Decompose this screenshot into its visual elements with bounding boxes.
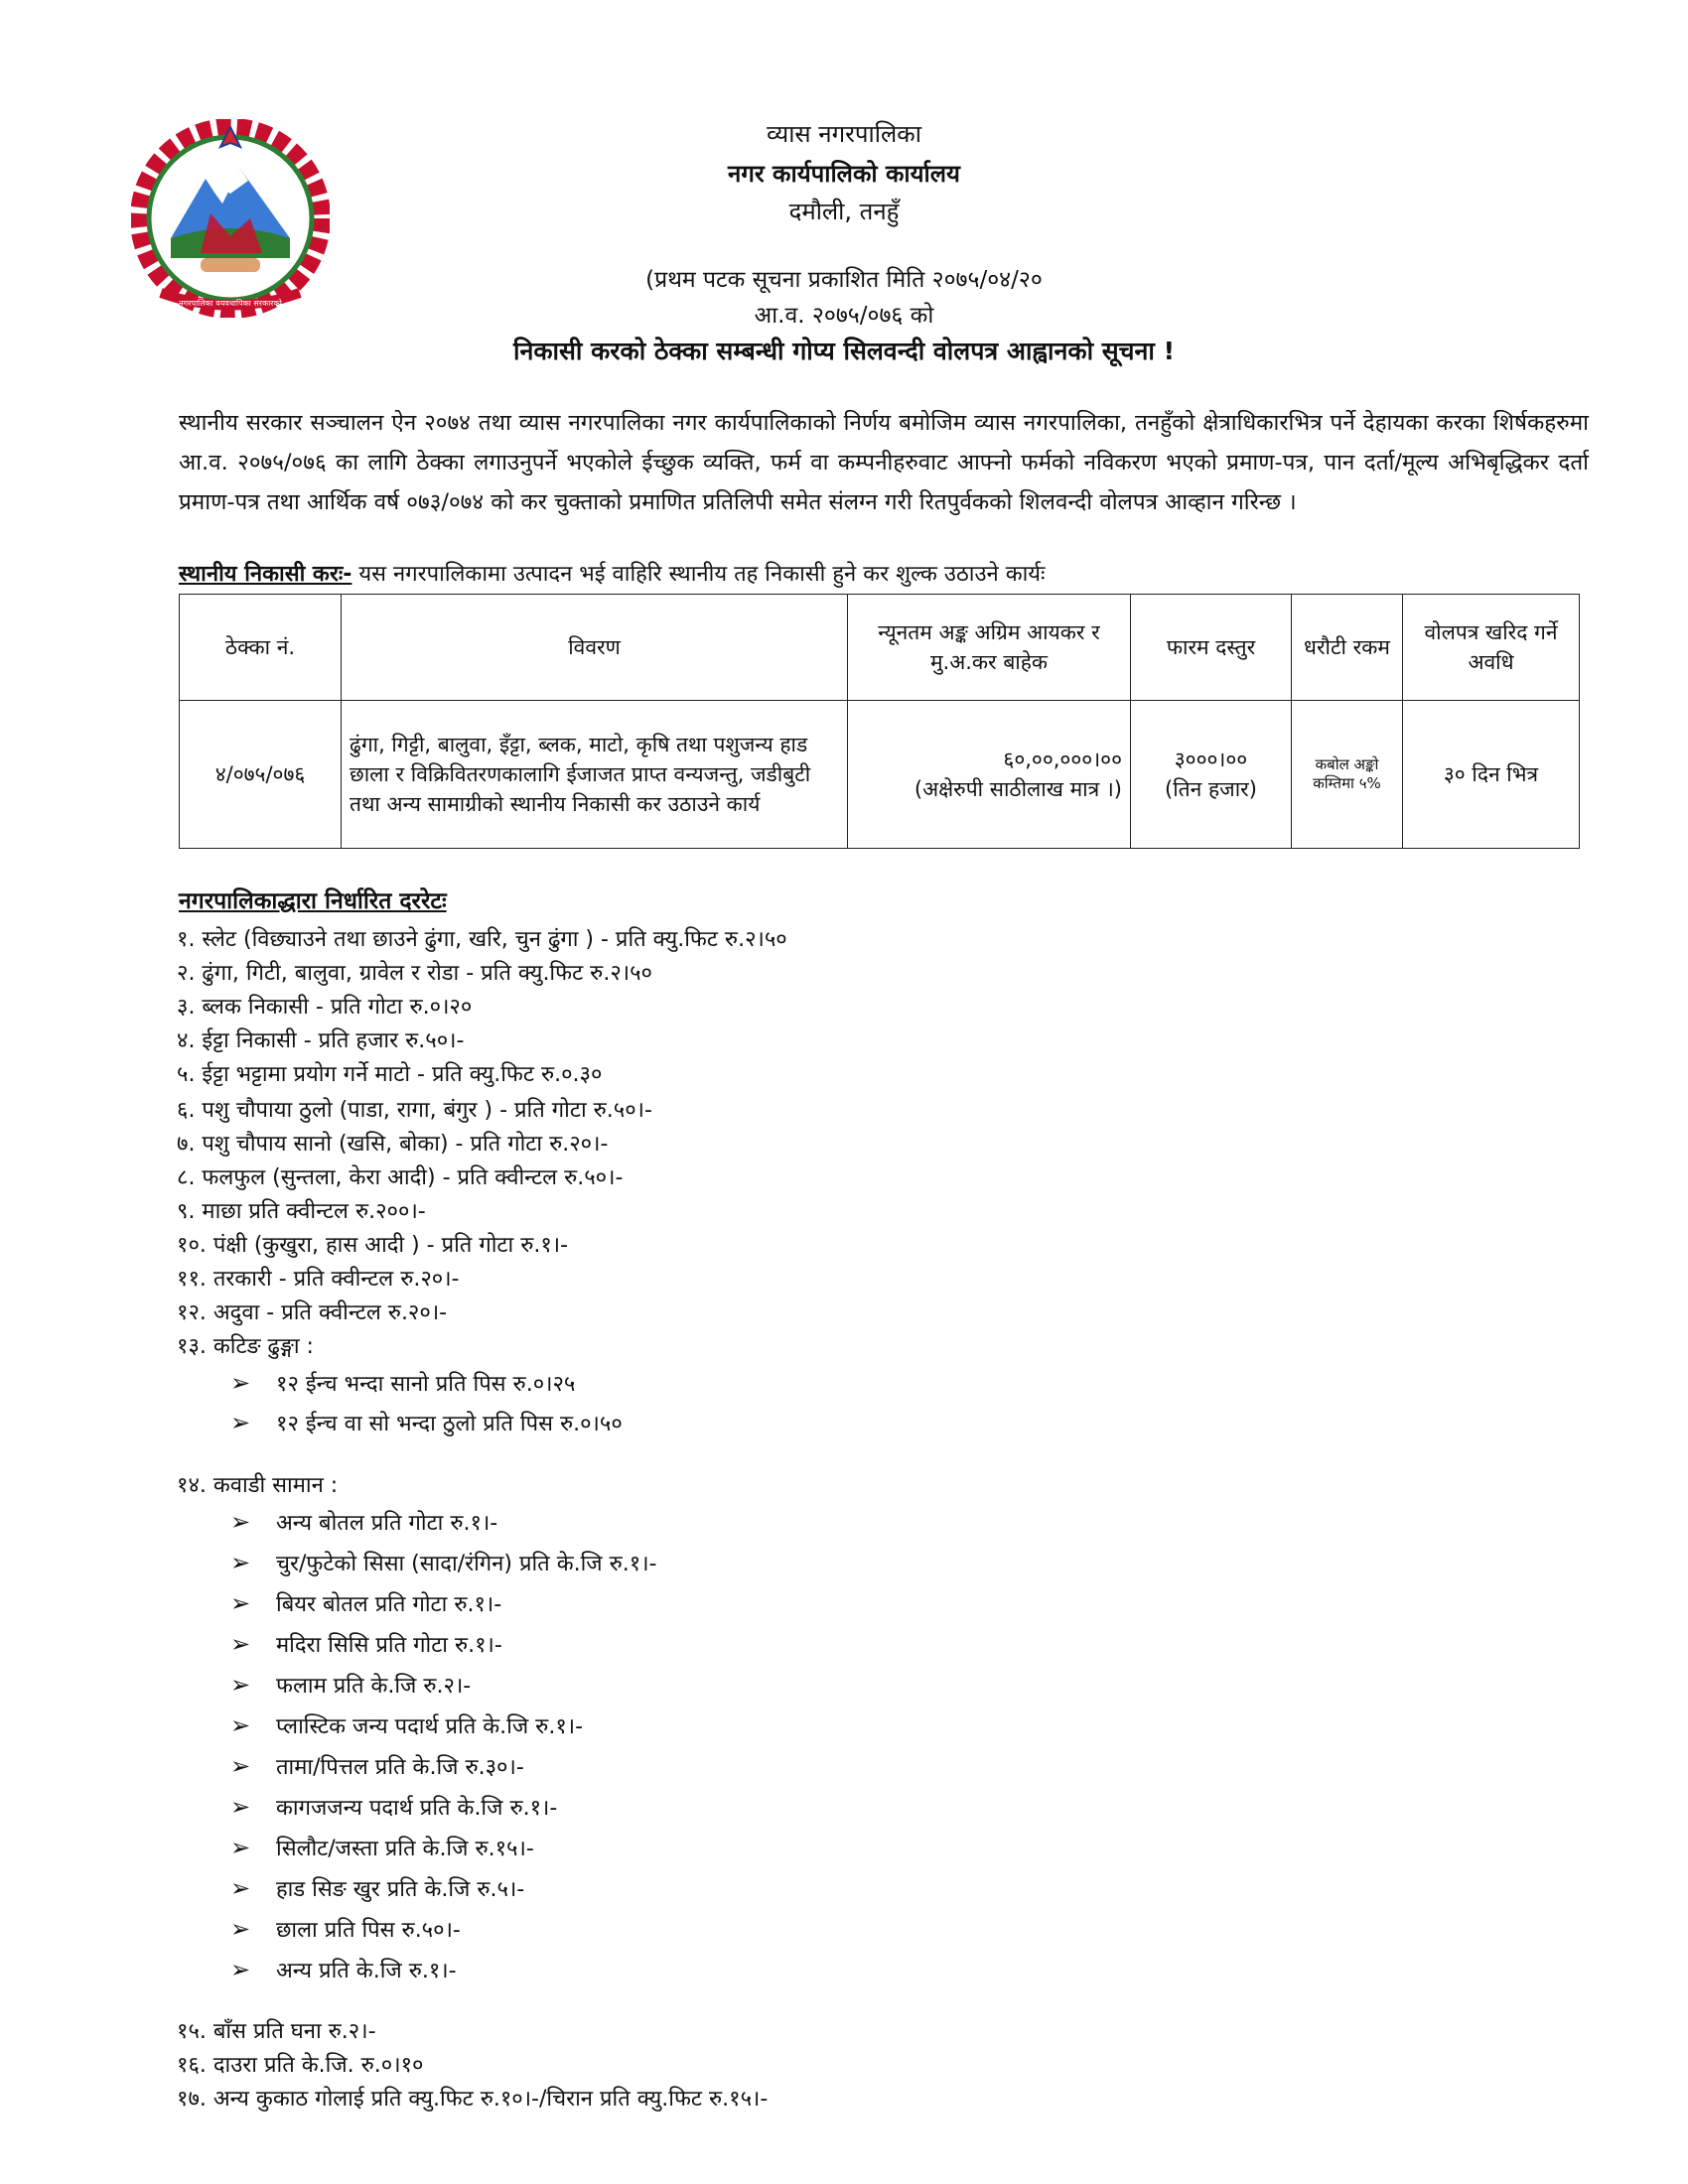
scrap-item: [230, 1710, 583, 1740]
rate-item: ९. माछा प्रति क्वीन्टल रु.२००।-: [177, 1199, 426, 1224]
notice-title: निकासी करको ठेक्का सम्बन्धी गोप्य सिलवन्दी वोलपत्र आह्वानको सूचना !: [512, 337, 1175, 365]
amount-words: (अक्षेरुपी साठीलाख मात्र ।): [914, 777, 1122, 801]
rate-item: २. ढुंगा, गिटी, बालुवा, ग्रावेल र रोडा - प्रति क्यु.फिट रु.२।५०: [177, 961, 652, 986]
local-tax-line: [179, 558, 1046, 588]
arrow-bullet-icon: ➢: [230, 1956, 251, 1983]
ward-office: नगर कार्यपालिको कार्यालय: [728, 160, 960, 188]
amount-figure: ६०,००,०००।००: [1003, 748, 1122, 771]
rate-item: ८. फलफुल (सुन्तला, केरा आदी) - प्रति क्वीन्टल रु.५०।-: [177, 1165, 624, 1190]
scrap-item: [230, 1507, 497, 1537]
col-form-fee: फारम दस्तुर: [1131, 595, 1292, 701]
form-fee-words: (तिन हजार): [1165, 777, 1257, 801]
arrow-bullet-icon: ➢: [230, 1711, 251, 1739]
arrow-bullet-icon: ➢: [230, 1874, 251, 1902]
scrap-text: फलाम प्रति के.जि रु.२।-: [276, 1674, 472, 1699]
form-fee-figure: ३०००।००: [1174, 748, 1248, 771]
cell-deposit: कबोल अङ्को कम्तिमा ५%: [1292, 701, 1403, 849]
scrap-item: [230, 1588, 501, 1618]
scrap-text: तामा/पित्तल प्रति के.जि रु.३०।-: [276, 1755, 524, 1780]
cutting-stone-text: १२ ईन्च भन्दा सानो प्रति पिस रु.०।२५: [276, 1372, 576, 1397]
arrow-bullet-icon: ➢: [230, 1752, 251, 1780]
scrap-title: १४. कवाडी सामान :: [177, 1473, 339, 1498]
cutting-stone-text: १२ ईन्च वा सो भन्दा ठुलो प्रति पिस रु.०।५०: [276, 1412, 623, 1436]
cell-bid-period: ३० दिन भित्र: [1403, 701, 1580, 849]
arrow-bullet-icon: ➢: [230, 1630, 251, 1658]
cell-contract-no: ४/०७५/०७६: [180, 701, 342, 849]
cell-form-fee: [1131, 701, 1292, 849]
rate-item: १७. अन्य कुकाठ गोलाई प्रति क्यु.फिट रु.१०।-/चिरान प्रति क्यु.फिट रु.१५।-: [177, 2087, 769, 2112]
rate-item: १२. अदुवा - प्रति क्वीन्टल रु.२०।-: [177, 1300, 448, 1325]
scrap-item: [230, 1629, 502, 1659]
local-tax-label: स्थानीय निकासी करः-: [179, 562, 352, 587]
rate-item: ६. पशु चौपाया ठुलो (पाडा, रागा, बंगुर ) - प्रति गोटा रु.५०।-: [177, 1098, 652, 1123]
publication-date: (प्रथम पटक सूचना प्रकाशित मिति २०७५/०४/२०: [645, 267, 1043, 293]
intro-paragraph: स्थानीय सरकार सञ्चालन ऐन २०७४ तथा व्यास नगरपालिका नगर कार्यपालिकाको निर्णय बमोजिम व्यास नगरपालिका, तनहुँको क्षेत्राधिकारभित्र पर्ने देहायका करका शिर्षकहरुमा आ.व. २०७५/०७६ का लागि ठेक्का लगाउनुपर्ने भएकोले ईच्छुक व्यक्ति, फर्म वा कम्पनीहरुवाट आफ्नो फर्मको नविकरण भएको प्रमाण-पत्र, पान दर्ता/मूल्य अभिबृद्धिकर दर्ता प्रमाण-पत्र तथा आर्थिक वर्ष ०७३/०७४ को कर चुक्ताको प्रमाणित प्रतिलिपी समेत संलग्न गरी रितपुर्वकको शिलवन्दी वोलपत्र आव्हान गरिन्छ ।: [179, 410, 1589, 515]
arrow-bullet-icon: ➢: [230, 1409, 251, 1436]
rate-item: १. स्लेट (विछ्याउने तथा छाउने ढुंगा, खरि, चुन ढुंगा ) - प्रति क्यु.फिट रु.२।५०: [177, 927, 787, 952]
scrap-item: [230, 1548, 656, 1577]
scrap-text: छाला प्रति पिस रु.५०।-: [276, 1918, 461, 1943]
tender-table: [179, 594, 1580, 849]
local-tax-text: यस नगरपालिकामा उत्पादन भई वाहिरि स्थानीय तह निकासी हुने कर शुल्क उठाउने कार्यः: [352, 562, 1046, 587]
rate-item: ७. पशु चौपाय सानो (खसि, बोका) - प्रति गोटा रु.२०।-: [177, 1132, 609, 1157]
scrap-item: [230, 1670, 471, 1700]
scrap-text: चुर/फुटेको सिसा (सादा/रंगिन) प्रति के.जि रु.१।-: [276, 1552, 657, 1576]
arrow-bullet-icon: ➢: [230, 1369, 251, 1397]
office-name: व्यास नगरपालिका: [767, 120, 921, 148]
cutting-stone-item: [230, 1408, 623, 1437]
col-contract-no: ठेक्का नं.: [180, 595, 342, 701]
scrap-text: सिलौट/जस्ता प्रति के.जि रु.१५।-: [276, 1837, 534, 1861]
rate-item: ५. ईट्टा भट्टामा प्रयोग गर्ने माटो - प्रति क्यु.फिट रु.०.३०: [177, 1062, 603, 1087]
scrap-text: प्लास्टिक जन्य पदार्थ प्रति के.जि रु.१।-: [276, 1714, 584, 1739]
rate-item: १३. कटिङ ढुङ्गा :: [177, 1334, 314, 1359]
scrap-text: कागजजन्य पदार्थ प्रति के.जि रु.१।-: [276, 1796, 558, 1821]
arrow-bullet-icon: ➢: [230, 1589, 251, 1617]
scrap-text: अन्य प्रति के.जि रु.१।-: [276, 1959, 457, 1983]
col-deposit: धरौटी रकम: [1292, 595, 1403, 701]
rate-item: १६. दाउरा प्रति के.जि. रु.०।१०: [177, 2053, 424, 2078]
arrow-bullet-icon: ➢: [230, 1671, 251, 1699]
arrow-bullet-icon: ➢: [230, 1793, 251, 1821]
address: दमौली, तनहुँ: [788, 198, 900, 225]
cell-amount: [848, 701, 1131, 849]
scrap-item: [230, 1833, 534, 1862]
scrap-item: [230, 1792, 557, 1822]
scrap-item: [230, 1751, 524, 1781]
col-bid-period: वोलपत्र खरिद गर्ने अवधि: [1403, 595, 1580, 701]
rate-item: ११. तरकारी - प्रति क्वीन्टल रु.२०।-: [177, 1267, 460, 1292]
arrow-bullet-icon: ➢: [230, 1549, 251, 1576]
scrap-text: हाड सिङ खुर प्रति के.जि रु.५।-: [276, 1877, 525, 1902]
emblem-motto: नगरपालिका वयवथापिका सरकारको: [179, 299, 282, 308]
cutting-stone-item: [230, 1368, 575, 1398]
arrow-bullet-icon: ➢: [230, 1915, 251, 1943]
table-header-row: [180, 595, 1580, 701]
scrap-text: बियर बोतल प्रति गोटा रु.१।-: [276, 1592, 502, 1617]
cell-description: ढुंगा, गिट्टी, बालुवा, इँट्टा, ब्लक, माटो, कृषि तथा पशुजन्य हाड छाला र विक्रिवितरणकालागि ईजाजत प्राप्त वन्यजन्तु, जडीबुटी तथा अन्य सामाग्रीको स्थानीय निकासी कर उठाउने कार्य: [342, 701, 848, 849]
scrap-item: [230, 1873, 524, 1903]
scrap-text: मदिरा सिसि प्रति गोटा रु.१।-: [276, 1633, 502, 1658]
fiscal-year: आ.व. २०७५/०७६ को: [754, 303, 934, 329]
rate-item: १०. पंक्षी (कुखुरा, हास आदी ) - प्रति गोटा रु.१।-: [177, 1233, 569, 1258]
rates-title: नगरपालिकाद्धारा निर्धारित दररेटः: [179, 888, 447, 914]
col-description: विवरण: [342, 595, 848, 701]
scrap-item: [230, 1955, 457, 1984]
arrow-bullet-icon: ➢: [230, 1508, 251, 1536]
rate-item: १५. बाँस प्रति घना रु.२।-: [177, 2019, 376, 2044]
col-min-amount: न्यूनतम अङ्क अग्रिम आयकर र मु.अ.कर बाहेक: [848, 595, 1131, 701]
table-row: [180, 701, 1580, 849]
scrap-item: [230, 1914, 461, 1944]
rate-item: ४. ईट्टा निकासी - प्रति हजार रु.५०।-: [177, 1028, 465, 1053]
scrap-text: अन्य बोतल प्रति गोटा रु.१।-: [276, 1511, 498, 1536]
arrow-bullet-icon: ➢: [230, 1834, 251, 1861]
rate-item: ३. ब्लक निकासी - प्रति गोटा रु.०।२०: [177, 995, 473, 1020]
